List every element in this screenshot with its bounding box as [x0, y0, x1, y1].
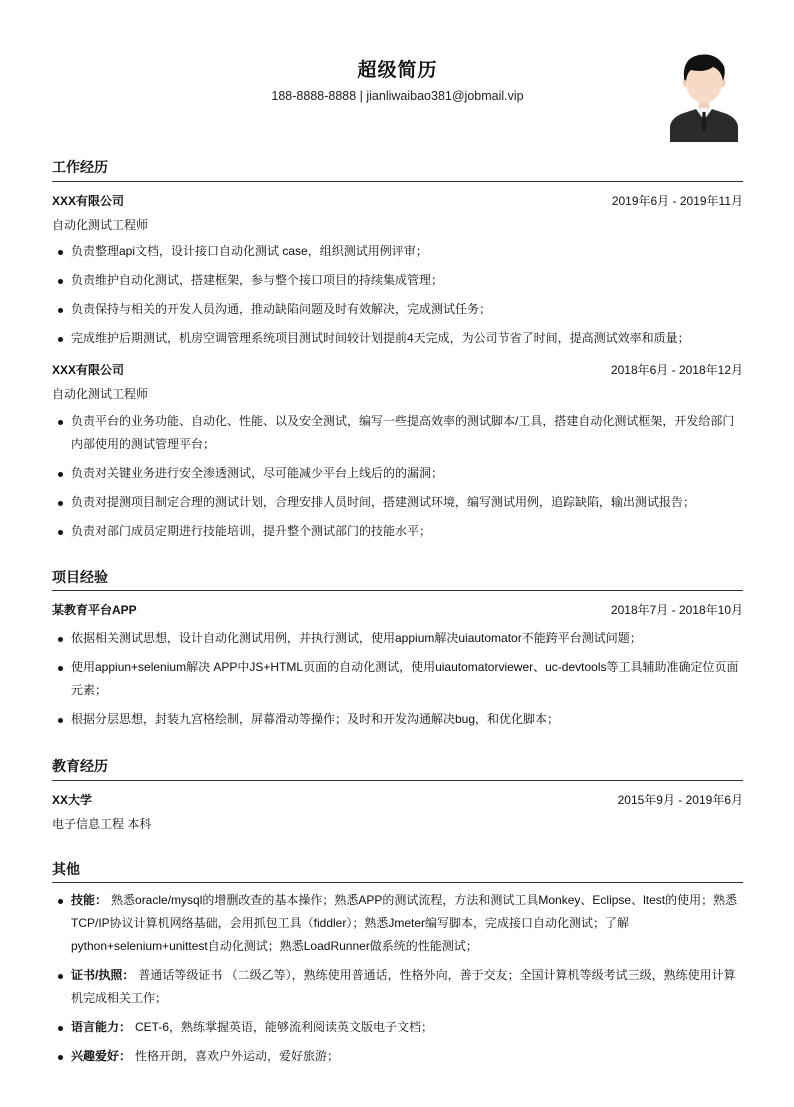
- item-key: 语言能力：: [71, 1020, 132, 1034]
- education-header: [52, 791, 743, 809]
- job-period: 2018年6月 - 2018年12月: [610, 363, 743, 377]
- job-duties-list: [52, 410, 743, 543]
- item-text: 普通话等级证书 （二级乙等），熟练使用普通话，性格外向，善于交友；全国计算机等级考试三级，熟练使用计算机完成相关工作；: [71, 968, 736, 1005]
- list-item: 负责对部门成员定期进行技能培训，提升整个测试部门的技能水平；: [52, 520, 743, 543]
- section-title-other: 其他: [52, 861, 80, 877]
- contact-info: 188-8888-8888 | jianliwaibao381@jobmail.vip: [271, 89, 524, 103]
- company-name: XXX有限公司: [52, 363, 125, 377]
- item-key: 证书/执照：: [71, 968, 135, 982]
- section-divider: [52, 181, 743, 182]
- list-item: 依据相关测试思想，设计自动化测试用例，并执行测试，使用appium解决uiautomator不能跨平台测试问题；: [52, 627, 743, 650]
- job-role: 自动化测试工程师: [52, 387, 149, 401]
- project-header: [52, 601, 743, 619]
- project-name: 某教育平台APP: [52, 603, 137, 617]
- item-text: 熟悉oracle/mysql的增删改查的基本操作；熟悉APP的测试流程，方法和测试工具Monkey、Eclipse、ltest的使用；熟悉TCP/IP协议计算机网络基础，会用抓包工具（fiddler）；熟悉Jmeter编写脚本，完成接口自动化测试；了解python+selenium+unittest自动化测试；熟悉LoadRunner做系统的性能测试；: [71, 893, 738, 953]
- list-item: 根据分层思想，封装九宫格绘制，屏幕滑动等操作；及时和开发沟通解决bug，和优化脚本；: [52, 708, 743, 731]
- degree: 电子信息工程 本科: [52, 817, 152, 831]
- list-item: 负责对关键业务进行安全渗透测试，尽可能减少平台上线后的的漏洞；: [52, 462, 743, 485]
- avatar: [669, 48, 739, 142]
- item-key: 技能：: [71, 893, 108, 907]
- section-title-work: 工作经历: [52, 159, 108, 175]
- job-header: [52, 192, 743, 210]
- job-duties-list: [52, 240, 743, 350]
- company-name: XXX有限公司: [52, 194, 125, 208]
- list-item: 使用appiun+selenium解决 APP中JS+HTML页面的自动化测试，使用uiautomatorviewer、uc-devtools等工具辅助准确定位页面元素；: [52, 656, 743, 702]
- job-role: 自动化测试工程师: [52, 218, 149, 232]
- item-text: 性格开朗，喜欢户外运动，爱好旅游；: [135, 1049, 340, 1063]
- project-duties-list: [52, 627, 743, 731]
- section-divider: [52, 882, 743, 883]
- section-divider: [52, 590, 743, 591]
- list-item: 负责维护自动化测试，搭建框架，参与整个接口项目的持续集成管理；: [52, 269, 743, 292]
- section-title-education: 教育经历: [52, 758, 108, 774]
- list-item: 负责保持与相关的开发人员沟通，推动缺陷问题及时有效解决，完成测试任务；: [52, 298, 743, 321]
- list-item: 完成维护后期测试，机房空调管理系统项目测试时间较计划提前4天完成，为公司节省了时间，提高测试效率和质量；: [52, 327, 743, 350]
- job-period: 2019年6月 - 2019年11月: [611, 194, 743, 208]
- list-item: 负责整理api文档，设计接口自动化测试 case，组织测试用例评审；: [52, 240, 743, 263]
- school-name: XX大学: [52, 793, 93, 807]
- item-text: CET-6，熟练掌握英语，能够流利阅读英文版电子文档；: [135, 1020, 434, 1034]
- list-item-languages: [52, 1016, 743, 1039]
- list-item-skills: [52, 889, 743, 958]
- list-item: 负责对提测项目制定合理的测试计划，合理安排人员时间，搭建测试环境，编写测试用例，追踪缺陷，输出测试报告；: [52, 491, 743, 514]
- section-title-projects: 项目经验: [52, 569, 108, 585]
- other-list: [52, 889, 743, 1068]
- education-period: 2015年9月 - 2019年6月: [617, 793, 743, 807]
- section-divider: [52, 780, 743, 781]
- item-key: 兴趣爱好：: [71, 1049, 132, 1063]
- job-header: [52, 361, 743, 379]
- list-item-hobbies: [52, 1045, 743, 1068]
- project-period: 2018年7月 - 2018年10月: [610, 603, 743, 617]
- list-item: 负责平台的业务功能、自动化、性能、以及安全测试，编写一些提高效率的测试脚本/工具，搭建自动化测试框架，开发给部门内部使用的测试管理平台；: [52, 410, 743, 456]
- list-item-certificates: [52, 964, 743, 1010]
- resume-title: 超级简历: [357, 60, 438, 81]
